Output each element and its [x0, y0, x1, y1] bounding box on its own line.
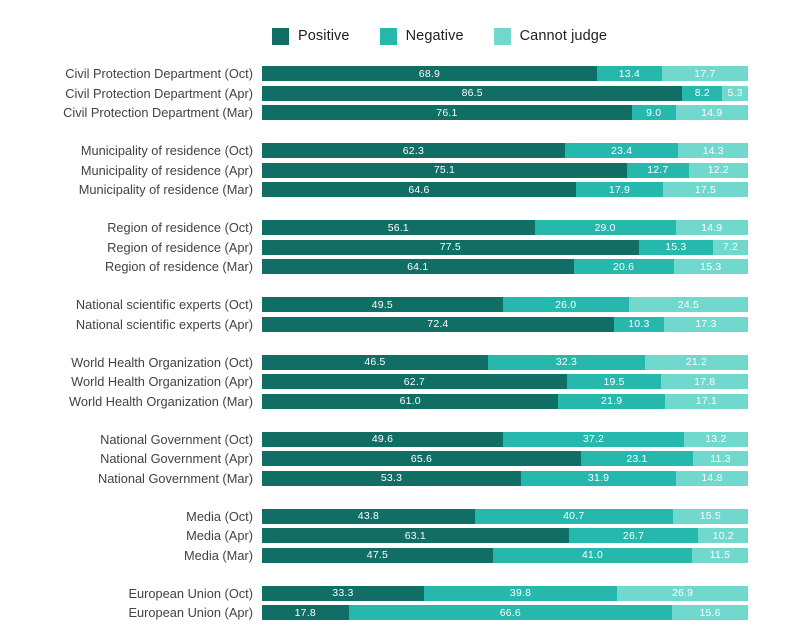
row-label: European Union (Apr) — [128, 605, 253, 620]
bar-segment-negative — [567, 374, 662, 389]
row-label: Municipality of residence (Mar) — [78, 182, 253, 197]
bar-track — [262, 548, 748, 563]
bar-segment-positive — [262, 355, 488, 370]
bar-value-label: 68.9 — [418, 67, 441, 80]
bar-segment-cannot-judge — [689, 163, 748, 178]
bar-segment-positive — [262, 220, 535, 235]
bar-value-label: 14.8 — [701, 472, 723, 484]
bar-value-label: 49.5 — [371, 298, 393, 311]
bar-track — [262, 605, 748, 620]
bar-track — [262, 374, 748, 389]
bar-segment-positive — [262, 182, 576, 197]
stacked-bar-chart — [0, 26, 800, 639]
bar-segment-negative — [488, 355, 645, 370]
row-label: Civil Protection Department (Oct) — [65, 66, 253, 81]
chart-row — [0, 355, 800, 370]
bar-segment-cannot-judge — [676, 220, 748, 235]
chart-group — [0, 66, 800, 120]
bar-track — [262, 432, 748, 447]
bar-value-label: 56.1 — [387, 221, 409, 234]
bar-segment-cannot-judge — [672, 605, 748, 620]
bar-segment-negative — [574, 259, 674, 274]
bar-segment-cannot-judge — [663, 182, 748, 197]
bar-segment-cannot-judge — [676, 471, 748, 486]
chart-row — [0, 297, 800, 312]
bar-segment-cannot-judge — [678, 143, 747, 158]
bar-track — [262, 86, 748, 101]
bar-segment-positive — [262, 317, 614, 332]
bar-segment-negative — [535, 220, 676, 235]
bar-segment-cannot-judge — [713, 240, 748, 255]
bar-segment-cannot-judge — [698, 528, 748, 543]
bar-segment-negative — [558, 394, 664, 409]
bar-value-label: 39.8 — [509, 587, 532, 599]
bar-segment-negative — [424, 586, 617, 601]
chart-legend — [272, 26, 800, 46]
bar-value-label: 17.1 — [695, 395, 718, 407]
bar-segment-negative — [576, 182, 663, 197]
bar-segment-cannot-judge — [722, 86, 748, 101]
chart-row — [0, 220, 800, 235]
bar-value-label: 76.1 — [436, 106, 458, 119]
bar-segment-negative — [627, 163, 689, 178]
bar-segment-positive — [262, 66, 597, 81]
bar-segment-cannot-judge — [692, 548, 748, 563]
bar-segment-negative — [503, 297, 629, 312]
bar-segment-positive — [262, 105, 632, 120]
bar-value-label: 21.9 — [601, 395, 623, 407]
bar-segment-cannot-judge — [684, 432, 748, 447]
bar-segment-negative — [682, 86, 722, 101]
chart-row — [0, 182, 800, 197]
bar-segment-positive — [262, 259, 574, 274]
bar-segment-negative — [614, 317, 664, 332]
row-label: World Health Organization (Apr) — [71, 374, 253, 389]
negative-swatch-icon — [380, 28, 397, 45]
bar-track — [262, 509, 748, 524]
row-label: Region of residence (Apr) — [107, 239, 253, 255]
bar-track — [262, 471, 748, 486]
bar-segment-negative — [597, 66, 662, 81]
bar-track — [262, 355, 748, 370]
bar-segment-cannot-judge — [617, 586, 748, 601]
row-label: European Union (Oct) — [128, 585, 253, 601]
legend-label-negative: Negative — [405, 28, 464, 44]
bar-segment-cannot-judge — [645, 355, 748, 370]
bar-segment-cannot-judge — [661, 374, 748, 389]
bar-track — [262, 451, 748, 466]
bar-segment-positive — [262, 451, 581, 466]
chart-row — [0, 259, 800, 274]
bar-value-label: 23.4 — [611, 144, 633, 157]
bar-value-label: 86.5 — [461, 87, 483, 99]
chart-group — [0, 297, 800, 332]
bar-value-label: 72.4 — [427, 318, 449, 330]
bar-value-label: 26.9 — [671, 587, 694, 599]
bar-value-label: 9.0 — [646, 106, 662, 119]
row-label: National scientific experts (Oct) — [75, 297, 253, 312]
row-label: Region of residence (Oct) — [107, 220, 253, 235]
bar-segment-cannot-judge — [676, 105, 748, 120]
bar-segment-negative — [581, 451, 693, 466]
bar-track — [262, 66, 748, 81]
bar-value-label: 65.6 — [410, 452, 433, 465]
bar-value-label: 10.3 — [628, 318, 650, 330]
bar-segment-negative — [565, 143, 679, 158]
bar-value-label: 46.5 — [364, 356, 386, 368]
chart-row — [0, 163, 800, 178]
chart-row — [0, 451, 800, 466]
bar-value-label: 11.5 — [709, 549, 731, 561]
bar-value-label: 31.9 — [587, 472, 610, 484]
chart-group — [0, 509, 800, 563]
row-label: National Government (Oct) — [100, 431, 253, 447]
chart-row — [0, 240, 800, 255]
bar-value-label: 33.3 — [332, 587, 354, 599]
bar-track — [262, 297, 748, 312]
bar-value-label: 64.1 — [407, 260, 429, 273]
bar-value-label: 15.3 — [665, 241, 687, 253]
bar-value-label: 17.8 — [294, 606, 316, 619]
bar-value-label: 12.7 — [647, 164, 669, 176]
chart-row — [0, 528, 800, 543]
row-label: World Health Organization (Oct) — [71, 354, 253, 370]
bar-value-label: 66.6 — [499, 606, 521, 619]
row-label: Civil Protection Department (Mar) — [63, 105, 253, 120]
row-label: National Government (Mar) — [97, 470, 253, 486]
bar-value-label: 17.3 — [695, 318, 717, 330]
row-label: National scientific experts (Apr) — [75, 316, 253, 332]
bar-track — [262, 163, 748, 178]
bar-value-label: 77.5 — [439, 241, 461, 253]
bar-track — [262, 105, 748, 120]
row-label: Region of residence (Mar) — [105, 259, 253, 274]
chart-row — [0, 143, 800, 158]
bar-value-label: 26.7 — [622, 529, 645, 542]
chart-row — [0, 605, 800, 620]
bar-value-label: 8.2 — [694, 87, 710, 99]
bar-segment-positive — [262, 509, 475, 524]
bar-value-label: 14.9 — [701, 106, 723, 119]
row-label: Civil Protection Department (Apr) — [65, 85, 253, 101]
chart-row — [0, 66, 800, 81]
positive-swatch-icon — [272, 28, 289, 45]
bar-value-label: 64.6 — [408, 183, 430, 196]
bar-value-label: 21.2 — [685, 356, 708, 368]
bar-value-label: 47.5 — [366, 549, 389, 561]
bar-segment-negative — [503, 432, 684, 447]
row-label: Media (Oct) — [186, 508, 253, 524]
bar-value-label: 75.1 — [433, 164, 456, 176]
bar-value-label: 17.5 — [694, 183, 717, 196]
legend-label-positive: Positive — [298, 28, 350, 44]
row-label: National Government (Apr) — [100, 451, 253, 466]
bar-segment-cannot-judge — [693, 451, 748, 466]
bar-segment-negative — [639, 240, 713, 255]
bar-value-label: 14.9 — [701, 221, 723, 234]
bar-value-label: 61.0 — [399, 395, 421, 407]
bar-segment-negative — [521, 471, 676, 486]
legend-item-cannot-judge — [494, 28, 607, 45]
bar-segment-positive — [262, 143, 565, 158]
bar-value-label: 17.9 — [608, 183, 631, 196]
bar-segment-negative — [493, 548, 692, 563]
bar-value-label: 53.3 — [380, 472, 403, 484]
chart-row — [0, 86, 800, 101]
bar-value-label: 15.6 — [699, 606, 721, 619]
chart-row — [0, 548, 800, 563]
bar-value-label: 10.2 — [712, 529, 734, 542]
chart-row — [0, 509, 800, 524]
bar-track — [262, 259, 748, 274]
bar-value-label: 15.5 — [699, 510, 721, 522]
legend-item-positive — [272, 28, 350, 45]
bar-segment-cannot-judge — [674, 259, 748, 274]
bar-segment-cannot-judge — [629, 297, 748, 312]
bar-segment-cannot-judge — [664, 317, 748, 332]
bar-value-label: 49.6 — [371, 433, 394, 445]
chart-group — [0, 586, 800, 621]
bar-segment-positive — [262, 432, 503, 447]
bar-value-label: 13.4 — [618, 67, 641, 80]
bar-track — [262, 586, 748, 601]
chart-group — [0, 143, 800, 197]
bar-segment-positive — [262, 374, 567, 389]
chart-groups — [0, 66, 800, 620]
bar-value-label: 43.8 — [357, 510, 380, 522]
bar-track — [262, 528, 748, 543]
bar-segment-negative — [632, 105, 676, 120]
chart-row — [0, 317, 800, 332]
bar-segment-positive — [262, 163, 627, 178]
bar-segment-positive — [262, 548, 493, 563]
chart-row — [0, 432, 800, 447]
bar-value-label: 17.8 — [694, 375, 716, 388]
bar-segment-positive — [262, 528, 569, 543]
cannot-judge-swatch-icon — [494, 28, 511, 45]
bar-segment-positive — [262, 240, 639, 255]
chart-row — [0, 105, 800, 120]
row-label: Municipality of residence (Apr) — [80, 162, 253, 178]
bar-segment-cannot-judge — [662, 66, 748, 81]
bar-segment-cannot-judge — [665, 394, 748, 409]
bar-track — [262, 317, 748, 332]
bar-value-label: 19.5 — [603, 375, 625, 388]
bar-track — [262, 182, 748, 197]
bar-track — [262, 394, 748, 409]
bar-value-label: 14.3 — [702, 144, 724, 157]
bar-value-label: 40.7 — [563, 510, 585, 522]
bar-value-label: 12.2 — [707, 164, 729, 176]
bar-value-label: 41.0 — [581, 549, 604, 561]
bar-value-label: 26.0 — [555, 298, 577, 311]
bar-segment-negative — [475, 509, 673, 524]
bar-segment-negative — [349, 605, 673, 620]
bar-value-label: 62.7 — [403, 375, 425, 388]
bar-value-label: 7.2 — [722, 241, 739, 253]
chart-row — [0, 471, 800, 486]
bar-segment-positive — [262, 86, 682, 101]
bar-value-label: 32.3 — [555, 356, 578, 368]
bar-track — [262, 240, 748, 255]
bar-segment-positive — [262, 471, 521, 486]
row-label: Media (Apr) — [186, 528, 253, 543]
bar-value-label: 23.1 — [626, 452, 648, 465]
chart-row — [0, 394, 800, 409]
bar-segment-positive — [262, 394, 558, 409]
bar-value-label: 63.1 — [404, 529, 426, 542]
bar-track — [262, 220, 748, 235]
bar-value-label: 37.2 — [582, 433, 605, 445]
bar-value-label: 29.0 — [594, 221, 616, 234]
chart-row — [0, 586, 800, 601]
chart-group — [0, 432, 800, 486]
bar-value-label: 5.3 — [727, 87, 743, 99]
row-label: Municipality of residence (Oct) — [80, 143, 253, 158]
bar-value-label: 20.6 — [612, 260, 635, 273]
bar-value-label: 15.3 — [700, 260, 722, 273]
bar-value-label: 11.3 — [710, 452, 731, 465]
bar-segment-negative — [569, 528, 699, 543]
bar-track — [262, 143, 748, 158]
row-label: World Health Organization (Mar) — [69, 393, 253, 409]
bar-segment-positive — [262, 586, 424, 601]
legend-item-negative — [380, 28, 464, 45]
chart-group — [0, 355, 800, 409]
bar-value-label: 13.2 — [705, 433, 727, 445]
bar-value-label: 17.7 — [694, 67, 716, 80]
bar-segment-positive — [262, 297, 503, 312]
bar-value-label: 62.3 — [402, 144, 424, 157]
chart-row — [0, 374, 800, 389]
chart-group — [0, 220, 800, 274]
legend-label-cannot-judge: Cannot judge — [519, 28, 608, 44]
bar-value-label: 24.5 — [677, 298, 700, 311]
bar-segment-positive — [262, 605, 349, 620]
bar-segment-cannot-judge — [673, 509, 748, 524]
row-label: Media (Mar) — [184, 547, 253, 563]
